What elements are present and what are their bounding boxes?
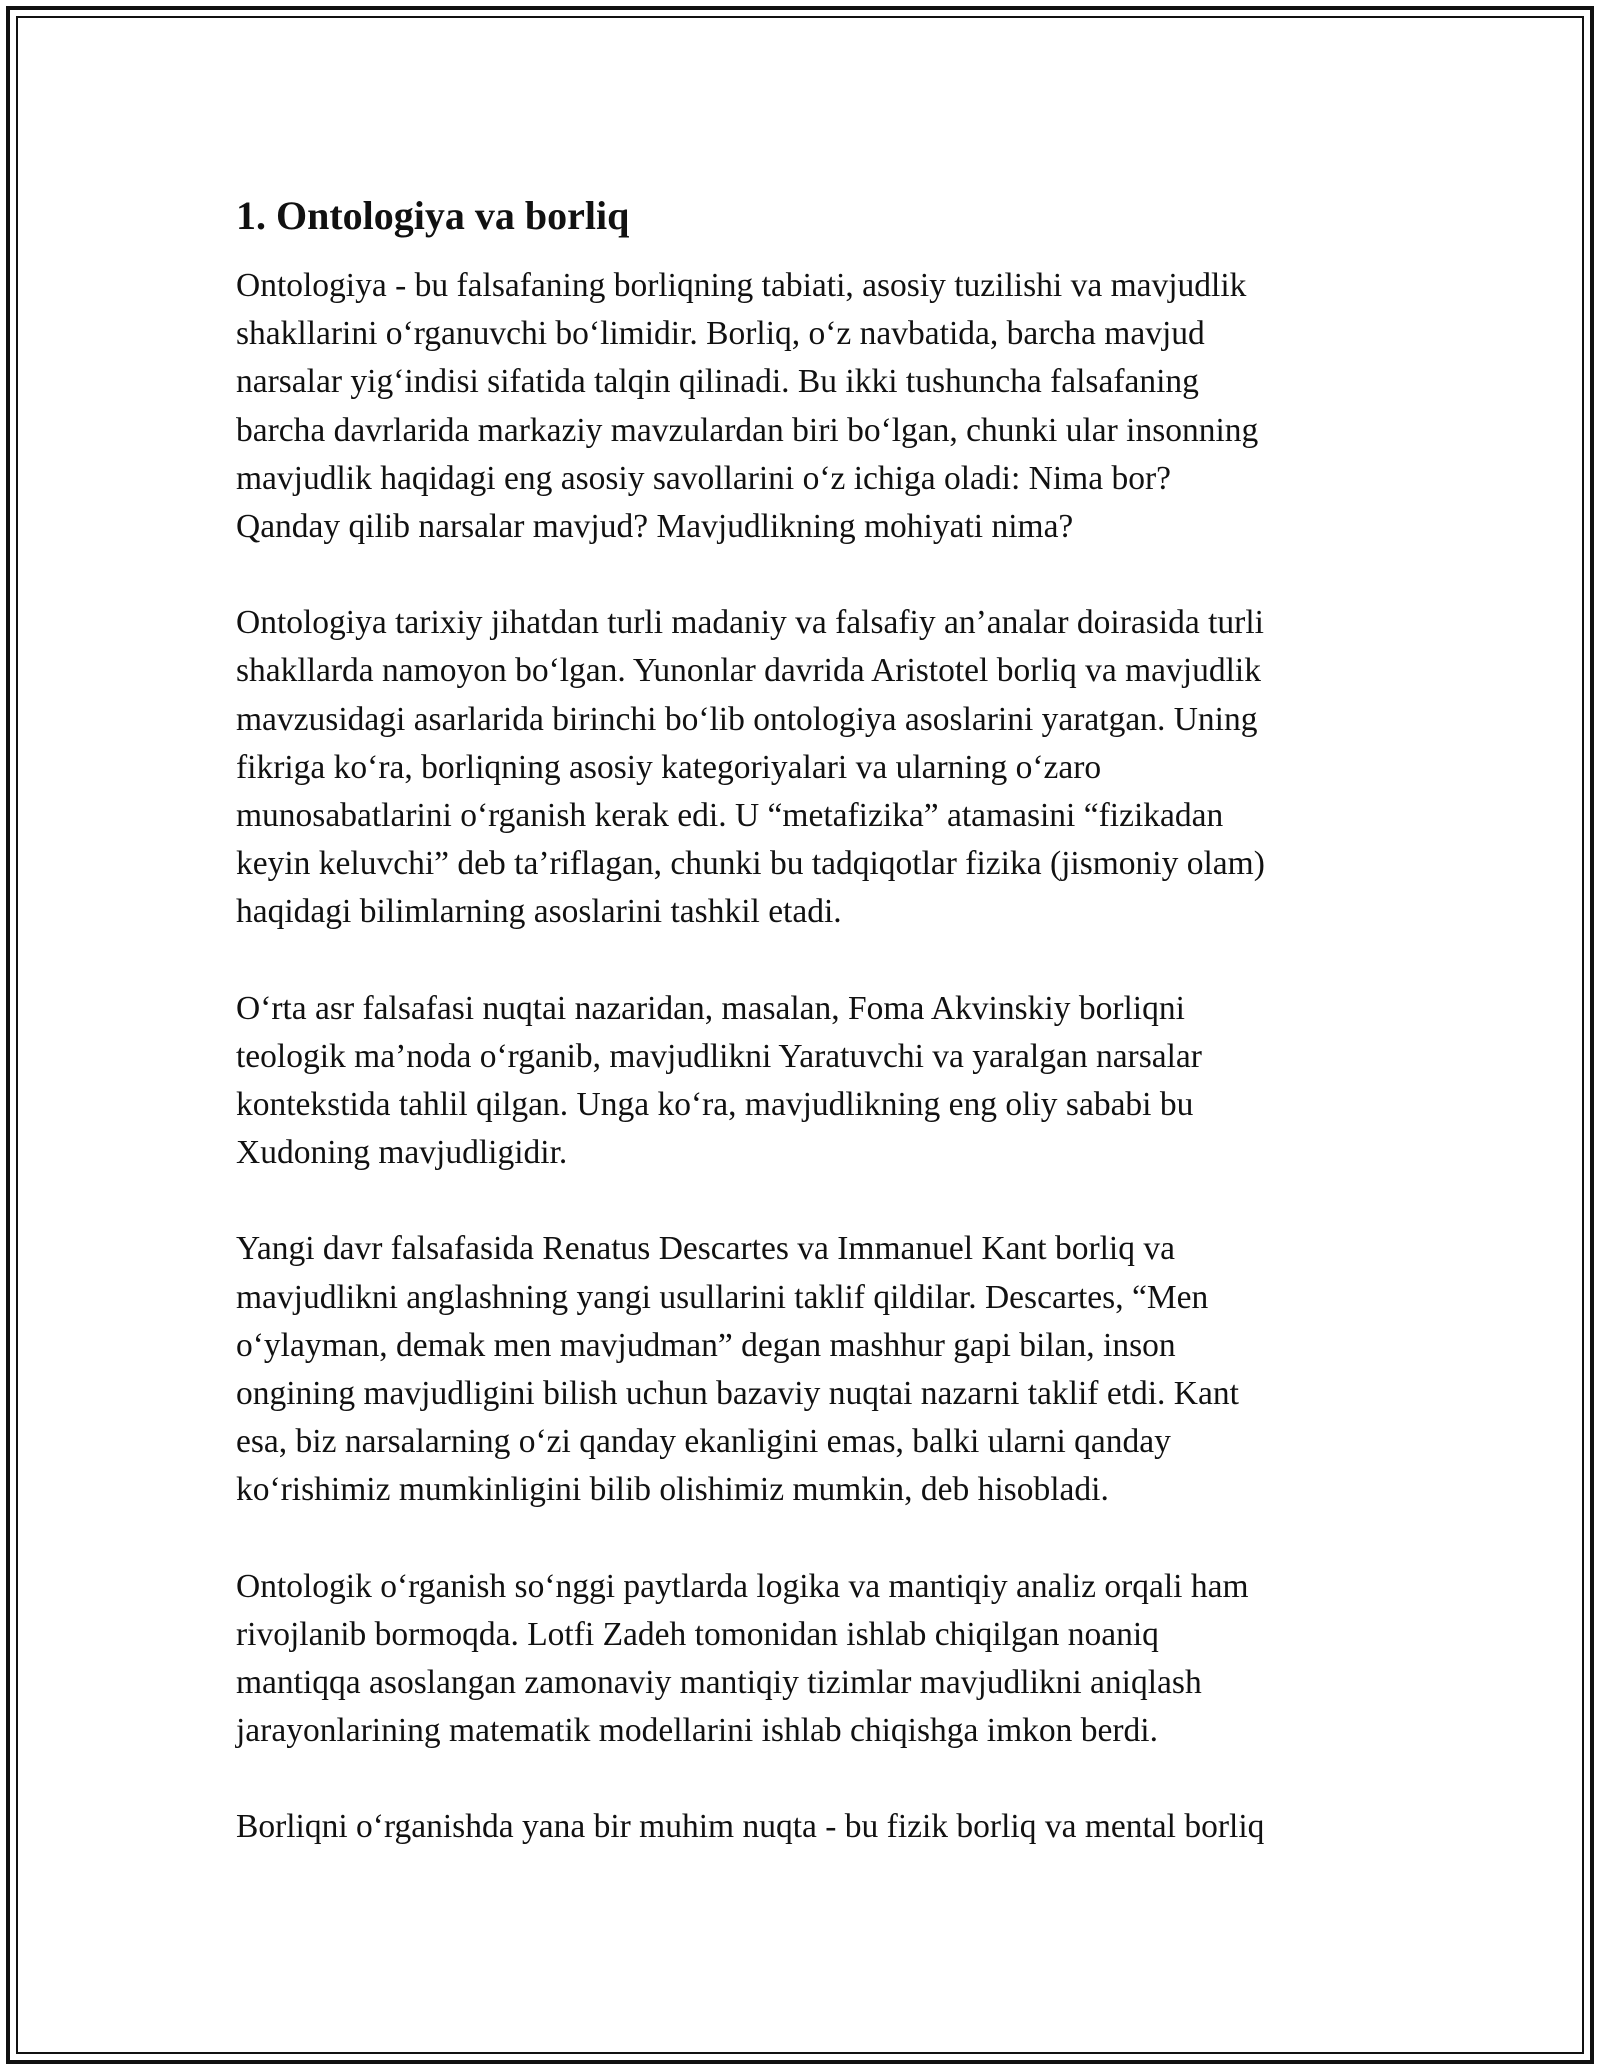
text-line: o‘ylayman, demak men mavjudman” degan mashhur gapi bilan, inson [236,1326,1176,1364]
text-line: narsalar yig‘indisi sifatida talqin qilinadi. Bu ikki tushuncha falsafaning [236,363,1199,401]
text-line: Ontologiya - bu falsafaning borliqning tabiati, asosiy tuzilishi va mavjudlik [236,267,1247,304]
paragraph-1 [236,262,1386,551]
text-line: Qanday qilib narsalar mavjud? Mavjudlikning mohiyati nima? [236,508,1074,546]
text-line: haqidagi bilimlarning asoslarini tashkil etadi. [236,893,842,931]
text-line: Xudoning mavjudligidir. [236,1134,568,1172]
paragraphs-container [236,262,1386,1852]
text-line: fikriga ko‘ra, borliqning asosiy kategoriyalari va ularning o‘zaro [236,748,1102,786]
text-line: Borliqni o‘rganishda yana bir muhim nuqta - bu fizik borliq va mental borliq [236,1808,1265,1846]
text-line: esa, biz narsalarning o‘zi qanday ekanligini emas, balki ularni qanday [236,1423,1171,1461]
paragraph-3 [236,985,1386,1178]
paragraph-2 [236,599,1386,936]
text-line: teologik ma’noda o‘rganib, mavjudlikni Yaratuvchi va yaralgan narsalar [236,1037,1202,1075]
text-line: O‘rta asr falsafasi nuqtai nazaridan, masalan, Foma Akvinskiy borliqni [236,989,1185,1027]
section-heading: 1. Ontologiya va borliq [236,193,630,238]
text-line: mavzusidagi asarlarida birinchi bo‘lib ontologiya asoslarini yaratgan. Uning [236,700,1258,738]
text-line: mavjudlikni anglashning yangi usullarini taklif qildilar. Descartes, “Men [236,1278,1209,1316]
paragraph-5 [236,1563,1386,1756]
text-line: ongining mavjudligini bilish uchun bazaviy nuqtai nazarni taklif etdi. Kant [236,1375,1239,1413]
text-line: shakllarini o‘rganuvchi bo‘limidir. Borliq, o‘z navbatida, barcha mavjud [236,315,1205,353]
text-line: mavjudlik haqidagi eng asosiy savollarini o‘z ichiga oladi: Nima bor? [236,459,1171,497]
text-line: kontekstida tahlil qilgan. Unga ko‘ra, mavjudlikning eng oliy sababi bu [236,1086,1194,1124]
paragraph-4 [236,1225,1386,1514]
text-line: ko‘rishimiz mumkinligini bilib olishimiz mumkin, deb hisobladi. [236,1471,1109,1509]
text-line: Ontologiya tarixiy jihatdan turli madaniy va falsafiy an’analar doirasida turli [236,604,1264,642]
text-line: rivojlanib bormoqda. Lotfi Zadeh tomonidan ishlab chiqilgan noaniq [236,1615,1159,1653]
text-line: shakllarda namoyon bo‘lgan. Yunonlar davrida Aristotel borliq va mavjudlik [236,652,1261,690]
text-line: munosabatlarini o‘rganish kerak edi. U “metafizika” atamasini “fizikadan [236,797,1224,835]
text-line: keyin keluvchi” deb ta’riflagan, chunki bu tadqiqotlar fizika (jismoniy olam) [236,845,1265,883]
document-body [236,188,1386,1900]
paragraph-6 [236,1803,1386,1851]
text-line: mantiqqa asoslangan zamonaviy mantiqiy tizimlar mavjudlikni aniqlash [236,1664,1202,1702]
text-line: Ontologik o‘rganish so‘nggi paytlarda logika va mantiqiy analiz orqali ham [236,1567,1249,1605]
text-line: barcha davrlarida markaziy mavzulardan biri bo‘lgan, chunki ular insonning [236,411,1259,449]
text-line: Yangi davr falsafasida Renatus Descartes va Immanuel Kant borliq va [236,1230,1175,1268]
text-line: jarayonlarining matematik modellarini ishlab chiqishga imkon berdi. [236,1712,1158,1750]
